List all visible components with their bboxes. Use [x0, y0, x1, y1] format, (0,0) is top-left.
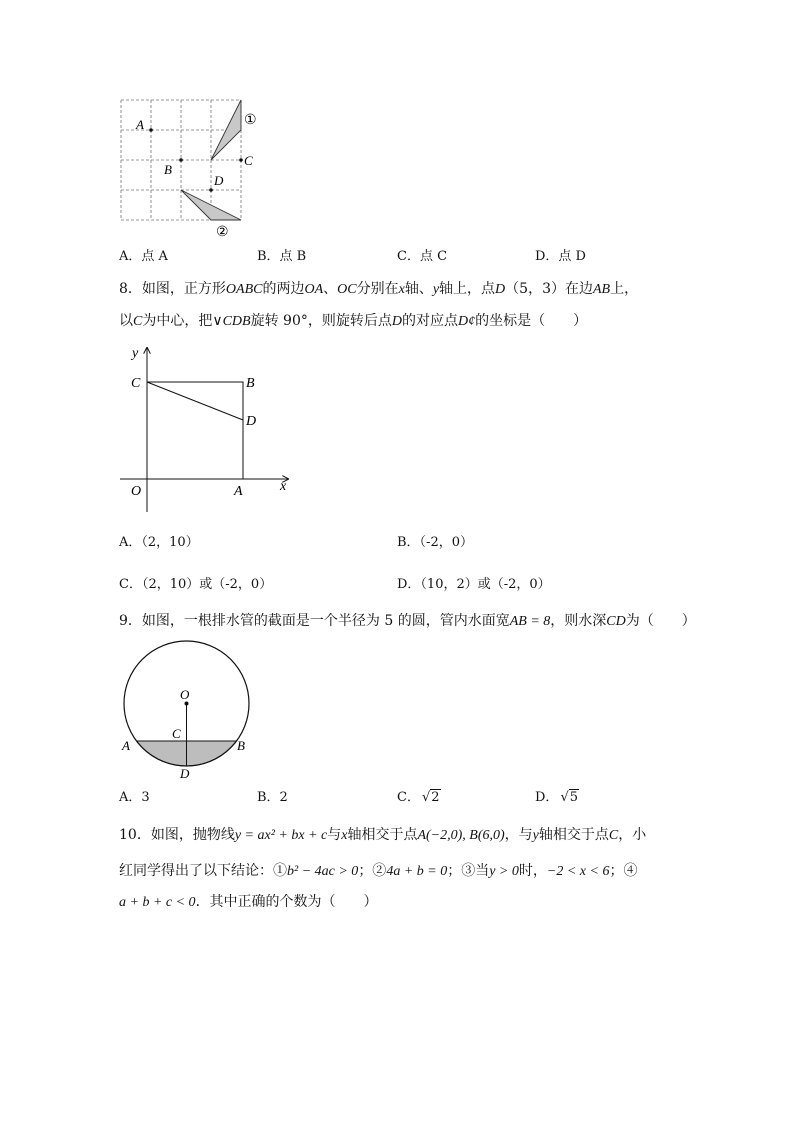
q8-option-b[interactable]: B．（-2，0） [397, 535, 473, 550]
q9-figure [110, 632, 270, 782]
q7-label-d: D [214, 173, 224, 188]
q8-option-a[interactable]: A．（2，10） [119, 535, 199, 550]
q8-label-x: x [280, 479, 287, 494]
q8-option-d[interactable]: D．（10，2）或（-2，0） [397, 577, 551, 592]
q7-point-a [149, 128, 153, 132]
q7-point-d [209, 188, 213, 192]
q7-triangle-1 [211, 100, 241, 160]
q9-label-d: D [180, 766, 190, 781]
q8-figure [110, 340, 310, 520]
q7-option-a[interactable]: A．点 A [119, 249, 168, 264]
q7-label-a: A [136, 117, 144, 132]
q10-question-line-2: 红同学得出了以下结论：①b² − 4ac > 0；②4a + b = 0；③当y > 0时，−2 < x < 6；④ [119, 863, 638, 879]
q9-option-b[interactable]: B．2 [257, 790, 288, 805]
q8-label-b: B [246, 376, 255, 391]
q7-label-c: C [244, 153, 253, 168]
q8-question-line-2: 以C为中心，把∨CDB旋转 90°，则旋转后点D的对应点D¢的坐标是（ ） [119, 313, 588, 329]
q9-option-a[interactable]: A．3 [119, 790, 150, 805]
q7-option-b[interactable]: B．点 B [257, 249, 307, 264]
q9-label-c: C [172, 726, 181, 741]
q7-triangle-2 [181, 190, 241, 220]
q9-label-b: B [237, 738, 245, 753]
q7-label-two: ② [216, 225, 229, 240]
q7-option-c[interactable]: C．点 C [397, 249, 448, 264]
q9-label-a: A [122, 738, 130, 753]
q7-label-one: ① [244, 113, 257, 128]
q7-figure [110, 92, 280, 242]
q9-option-c[interactable]: C． √2 [397, 790, 440, 805]
q9-label-o: O [180, 687, 190, 702]
q8-segment-cd [147, 382, 243, 420]
q9-option-d[interactable]: D． √5 [535, 790, 579, 805]
q10-question-line-1: 10．如图，抛物线y = ax² + bx + c与x轴相交于点A(−2,0), B(6,0)，与y轴相交于点C，小 [119, 827, 647, 843]
q7-point-c [239, 158, 243, 162]
q8-option-c[interactable]: C．（2，10）或（-2，0） [119, 577, 273, 592]
q7-label-b: B [164, 162, 172, 177]
q8-label-a: A [234, 484, 243, 499]
q9-question-line-1: 9．如图，一根排水管的截面是一个半径为 5 的圆，管内水面宽AB = 8，则水深CD为（ ） [119, 613, 696, 629]
q8-label-c: C [131, 376, 141, 391]
q9-center-point [185, 702, 189, 706]
q7-option-d[interactable]: D．点 D [535, 249, 586, 264]
q8-label-d: D [246, 414, 257, 429]
q7-point-b [179, 158, 183, 162]
q8-square [147, 382, 243, 479]
q8-label-o: O [131, 484, 142, 499]
q8-label-y: y [132, 346, 139, 361]
q10-question-line-3: a + b + c < 0．其中正确的个数为（ ） [119, 894, 378, 910]
q8-question-line-1: 8．如图，正方形OABC的两边OA、OC分别在x轴、y轴上，点D（5，3）在边AB上， [119, 281, 639, 297]
